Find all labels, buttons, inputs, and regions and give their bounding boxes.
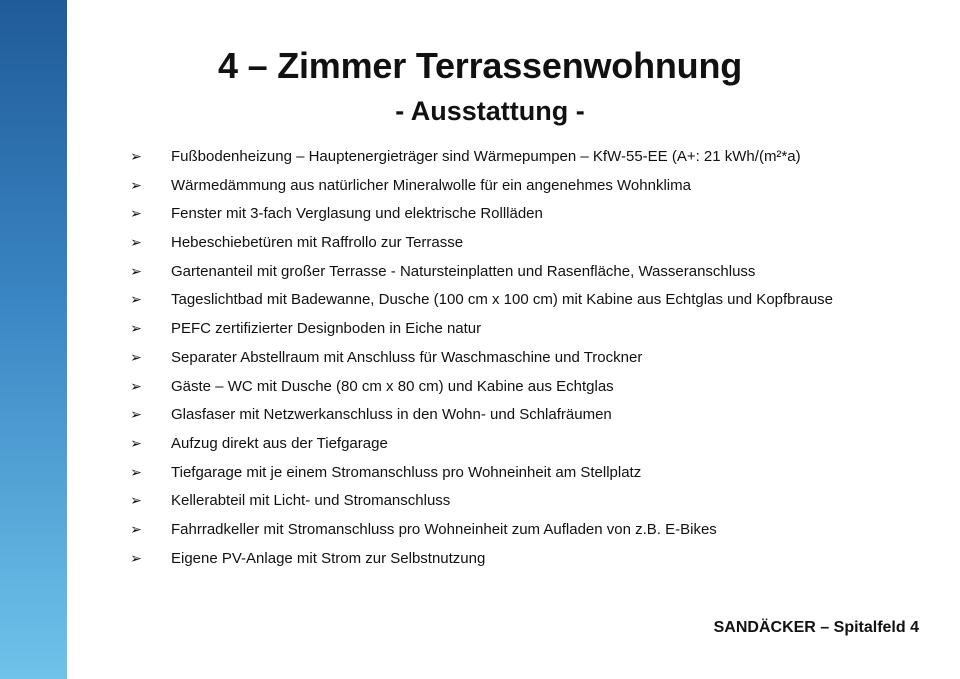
- arrow-bullet-icon: ➢: [130, 149, 142, 165]
- list-item-text: Gäste – WC mit Dusche (80 cm x 80 cm) und Kabine aus Echtglas: [171, 377, 614, 395]
- list-item-text: Kellerabteil mit Licht- und Stromanschluss: [171, 492, 451, 510]
- list-item: [128, 315, 833, 344]
- arrow-bullet-icon: ➢: [130, 349, 142, 366]
- arrow-bullet-icon: ➢: [130, 407, 142, 424]
- list-item-text: Hebeschiebetüren mit Raffrollo zur Terrasse: [171, 234, 464, 252]
- arrow-bullet-icon: ➢: [130, 378, 142, 395]
- list-item-text: Separater Abstellraum mit Anschluss für Waschmaschine und Trockner: [171, 348, 643, 366]
- list-item-text: Glasfaser mit Netzwerkanschluss in den Wohn- und Schlafräumen: [171, 406, 612, 424]
- list-item-text: Fußbodenheizung – Hauptenergieträger sind Wärmepumpen – KfW-55-EE (A+: 21 kWh/(m²*a): [171, 148, 801, 165]
- page-subtitle: - Ausstattung -: [395, 96, 585, 126]
- list-item: [128, 344, 833, 373]
- arrow-bullet-icon: ➢: [130, 493, 142, 510]
- arrow-bullet-icon: ➢: [130, 292, 142, 309]
- list-item: [128, 516, 833, 545]
- arrow-bullet-icon: ➢: [130, 206, 142, 223]
- decorative-sidebar: [0, 0, 67, 679]
- list-item: [128, 229, 833, 258]
- list-item: [128, 172, 833, 201]
- list-item: [128, 545, 833, 574]
- arrow-bullet-icon: ➢: [130, 550, 142, 567]
- list-item: [128, 258, 833, 287]
- list-item: [128, 401, 833, 430]
- page-title: 4 – Zimmer Terrassenwohnung: [217, 45, 743, 86]
- arrow-bullet-icon: ➢: [130, 177, 142, 194]
- footer-project-name: SANDÄCKER – Spitalfeld 4: [713, 619, 919, 636]
- arrow-bullet-icon: ➢: [130, 321, 142, 338]
- list-item: [128, 200, 833, 229]
- list-item: [128, 487, 833, 516]
- list-item-text: Wärmedämmung aus natürlicher Mineralwolle für ein angenehmes Wohnklima: [171, 176, 691, 194]
- arrow-bullet-icon: ➢: [130, 235, 142, 252]
- list-item: [128, 286, 833, 315]
- list-item: [128, 459, 833, 488]
- arrow-bullet-icon: ➢: [130, 263, 142, 280]
- list-item-text: Tiefgarage mit je einem Stromanschluss pro Wohneinheit am Stellplatz: [171, 463, 642, 481]
- list-item-text: Gartenanteil mit großer Terrasse - Natursteinplatten und Rasenfläche, Wasseranschluss: [171, 262, 756, 280]
- arrow-bullet-icon: ➢: [130, 521, 142, 538]
- list-item: [128, 373, 833, 402]
- list-item-text: Tageslichtbad mit Badewanne, Dusche (100 cm x 100 cm) mit Kabine aus Echtglas und Kopfbrause: [171, 291, 834, 309]
- arrow-bullet-icon: ➢: [130, 464, 142, 481]
- list-item-text: Fahrradkeller mit Stromanschluss pro Wohneinheit zum Aufladen von z.B. E-Bikes: [171, 520, 717, 538]
- arrow-bullet-icon: ➢: [130, 435, 142, 452]
- list-item-text: Eigene PV-Anlage mit Strom zur Selbstnutzung: [171, 549, 486, 567]
- feature-list: [128, 143, 833, 573]
- list-item: [128, 430, 833, 459]
- list-item-text: Aufzug direkt aus der Tiefgarage: [171, 434, 388, 452]
- list-item-text: Fenster mit 3-fach Verglasung und elektrische Rollläden: [171, 205, 543, 223]
- list-item-text: PEFC zertifizierter Designboden in Eiche natur: [171, 320, 482, 338]
- list-item: [128, 143, 833, 172]
